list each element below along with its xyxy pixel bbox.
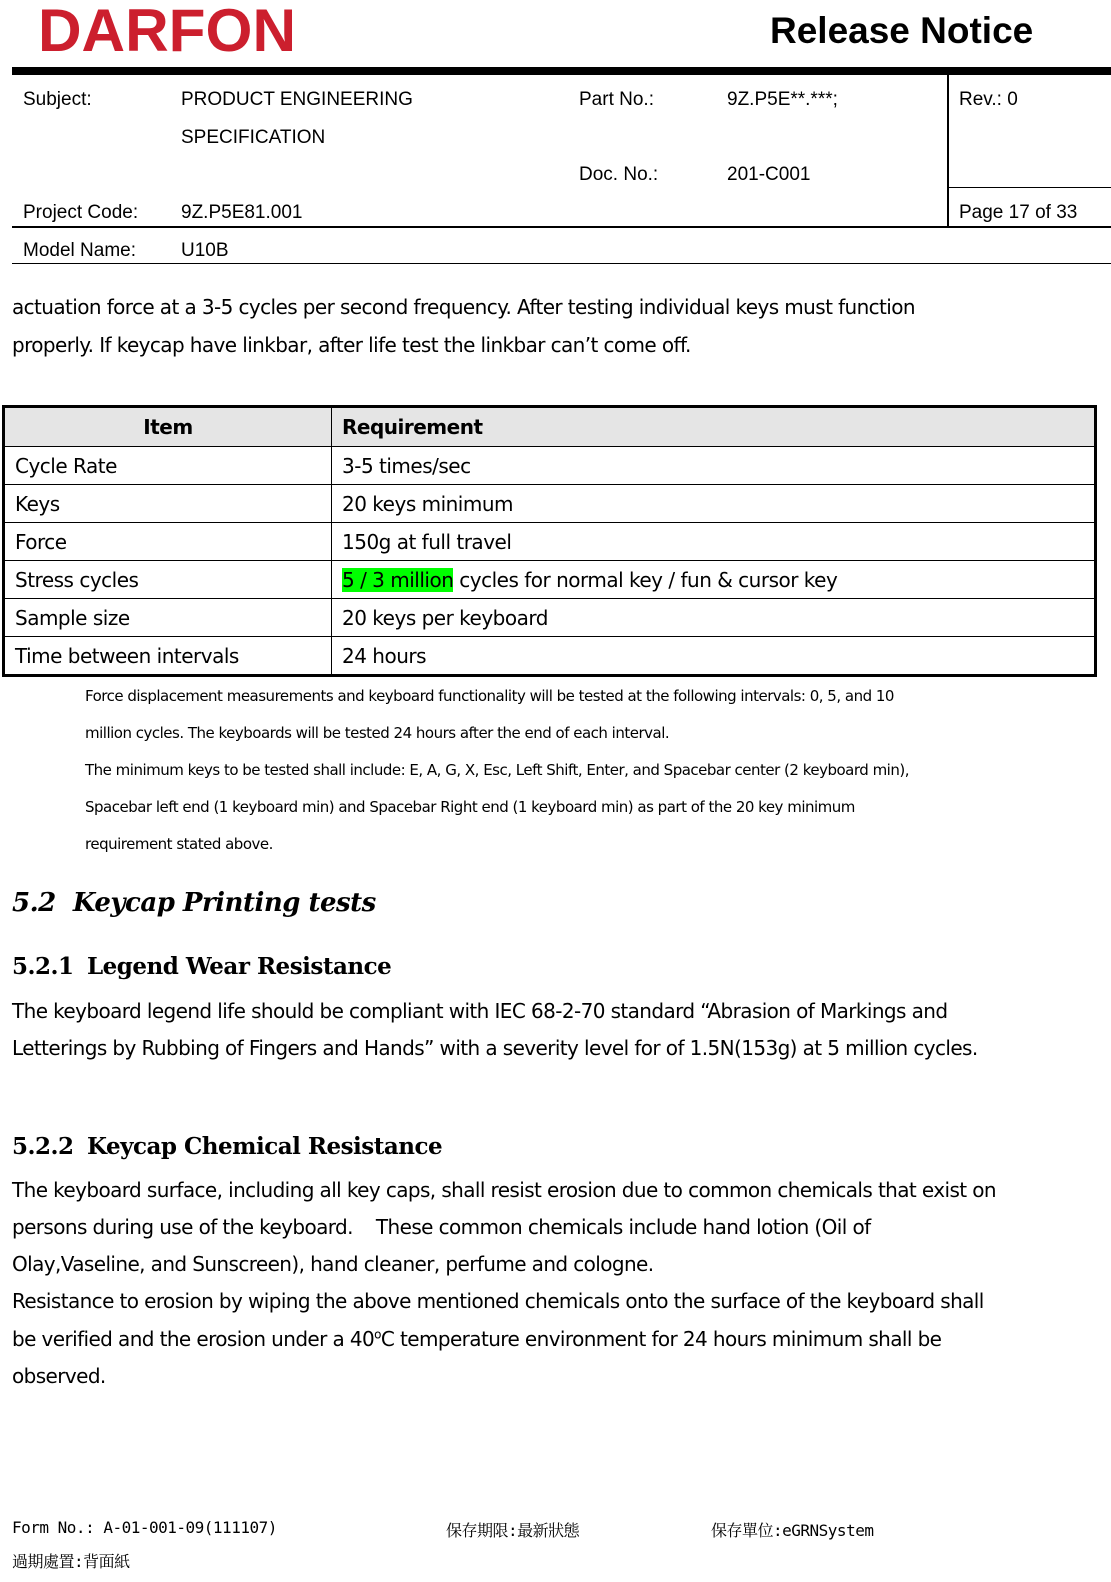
revision: Rev.: 0	[959, 89, 1018, 110]
footer-retention-unit: 保存單位:eGRNSystem	[711, 1521, 874, 1540]
header-bottom-rule	[12, 263, 1111, 264]
table-row	[4, 637, 1096, 676]
legend-wear-line-2: Letterings by Rubbing of Fingers and Hands” with a severity level for of 1.5N(153g) at 5 million cycles.	[12, 1036, 978, 1060]
requirements-table	[2, 405, 1097, 677]
highlighted-cycles: 5 / 3 million	[342, 567, 454, 592]
table-row	[4, 599, 1096, 637]
table-row	[4, 485, 1096, 523]
note-line-4: Spacebar left end (1 keyboard min) and Spacebar Right end (1 keyboard min) as part of the 20 key minimum	[85, 798, 855, 816]
section-5-2-1-number: 5.2.1	[12, 953, 74, 980]
section-5-2-number: 5.2	[12, 888, 56, 918]
chemical-line-6: observed.	[12, 1364, 106, 1388]
footer-retention-period: 保存期限:最新狀態	[446, 1521, 580, 1540]
doc-no-label: Doc. No.:	[579, 164, 659, 185]
cell-item: Cycle Rate	[4, 447, 332, 485]
cycles-description: cycles for normal key / fun & cursor key	[453, 567, 838, 592]
section-5-2-2-title: Keycap Chemical Resistance	[87, 1133, 443, 1160]
table-row	[4, 561, 1096, 599]
part-no-value: 9Z.P5E**.***;	[727, 89, 838, 110]
header-mid-rule	[12, 226, 1111, 228]
section-5-2-1-heading	[12, 953, 391, 980]
cell-item: Force	[4, 523, 332, 561]
header-rev-divider	[947, 187, 1111, 188]
legend-wear-line-1: The keyboard legend life should be compliant with IEC 68-2-70 standard “Abrasion of Markings and	[12, 999, 948, 1023]
intro-line-1: actuation force at a 3-5 cycles per second frequency. After testing individual keys must function	[12, 295, 915, 319]
part-no-label: Part No.:	[579, 89, 654, 110]
note-line-1: Force displacement measurements and keyboard functionality will be tested at the following intervals: 0, 5, and 10	[85, 687, 894, 705]
chemical-line-3: Olay,Vaseline, and Sunscreen), hand cleaner, perfume and cologne.	[12, 1252, 654, 1276]
cell-requirement: 20 keys minimum	[332, 485, 1096, 523]
note-line-3: The minimum keys to be tested shall include: E, A, G, X, Esc, Left Shift, Enter, and Spacebar center (2 keyboard min),	[85, 761, 909, 779]
cell-item: Stress cycles	[4, 561, 332, 599]
header-vertical-divider	[947, 75, 949, 227]
section-5-2-1-title: Legend Wear Resistance	[87, 953, 392, 980]
page-number: Page 17 of 33	[959, 202, 1078, 223]
chemical-line-5-end: C temperature environment for 24 hours minimum shall be	[380, 1327, 942, 1351]
header-top-rule	[12, 67, 1111, 75]
cell-item: Sample size	[4, 599, 332, 637]
project-code-label: Project Code:	[23, 202, 139, 223]
project-code-value: 9Z.P5E81.001	[181, 202, 303, 223]
chemical-line-1: The keyboard surface, including all key caps, shall resist erosion due to common chemicals that exist on	[12, 1178, 996, 1202]
degree-superscript: o	[374, 1327, 381, 1342]
model-name-label: Model Name:	[23, 240, 136, 261]
cell-item: Keys	[4, 485, 332, 523]
table-header-row	[4, 407, 1096, 447]
footer-expired-handling: 過期處置:背面紙	[12, 1552, 130, 1571]
table-row	[4, 447, 1096, 485]
darfon-logo	[38, 0, 296, 56]
chemical-line-5-start: be verified and the erosion under a 40	[12, 1327, 375, 1351]
cell-requirement: 24 hours	[332, 637, 1096, 676]
footer-form-no: Form No.: A-01-001-09(111107)	[12, 1518, 277, 1537]
doc-no-value: 201-C001	[727, 164, 811, 185]
section-5-2-2-number: 5.2.2	[12, 1133, 74, 1160]
section-5-2-title: Keycap Printing tests	[72, 888, 376, 918]
cell-item: Time between intervals	[4, 637, 332, 676]
cell-requirement	[332, 561, 1096, 599]
subject-value-line2: SPECIFICATION	[181, 127, 326, 148]
note-line-5: requirement stated above.	[85, 835, 273, 853]
chemical-line-5	[12, 1327, 941, 1351]
cell-requirement: 3-5 times/sec	[332, 447, 1096, 485]
cell-requirement: 150g at full travel	[332, 523, 1096, 561]
release-notice-title: Release Notice	[770, 10, 1034, 51]
column-header-item: Item	[4, 407, 332, 447]
subject-value-line1: PRODUCT ENGINEERING	[181, 89, 413, 110]
intro-line-2: properly. If keycap have linkbar, after life test the linkbar can’t come off.	[12, 333, 691, 357]
subject-label: Subject:	[23, 89, 92, 110]
table-row	[4, 523, 1096, 561]
chemical-line-4: Resistance to erosion by wiping the above mentioned chemicals onto the surface of the keyboard shall	[12, 1289, 984, 1313]
chemical-line-2: persons during use of the keyboard. These common chemicals include hand lotion (Oil of	[12, 1215, 871, 1239]
section-5-2-heading	[12, 888, 376, 918]
note-line-2: million cycles. The keyboards will be tested 24 hours after the end of each interval.	[85, 724, 670, 742]
cell-requirement: 20 keys per keyboard	[332, 599, 1096, 637]
column-header-requirement: Requirement	[332, 407, 1096, 447]
logo-text: DARFON	[38, 0, 296, 56]
model-name-value: U10B	[181, 240, 229, 261]
section-5-2-2-heading	[12, 1133, 442, 1160]
